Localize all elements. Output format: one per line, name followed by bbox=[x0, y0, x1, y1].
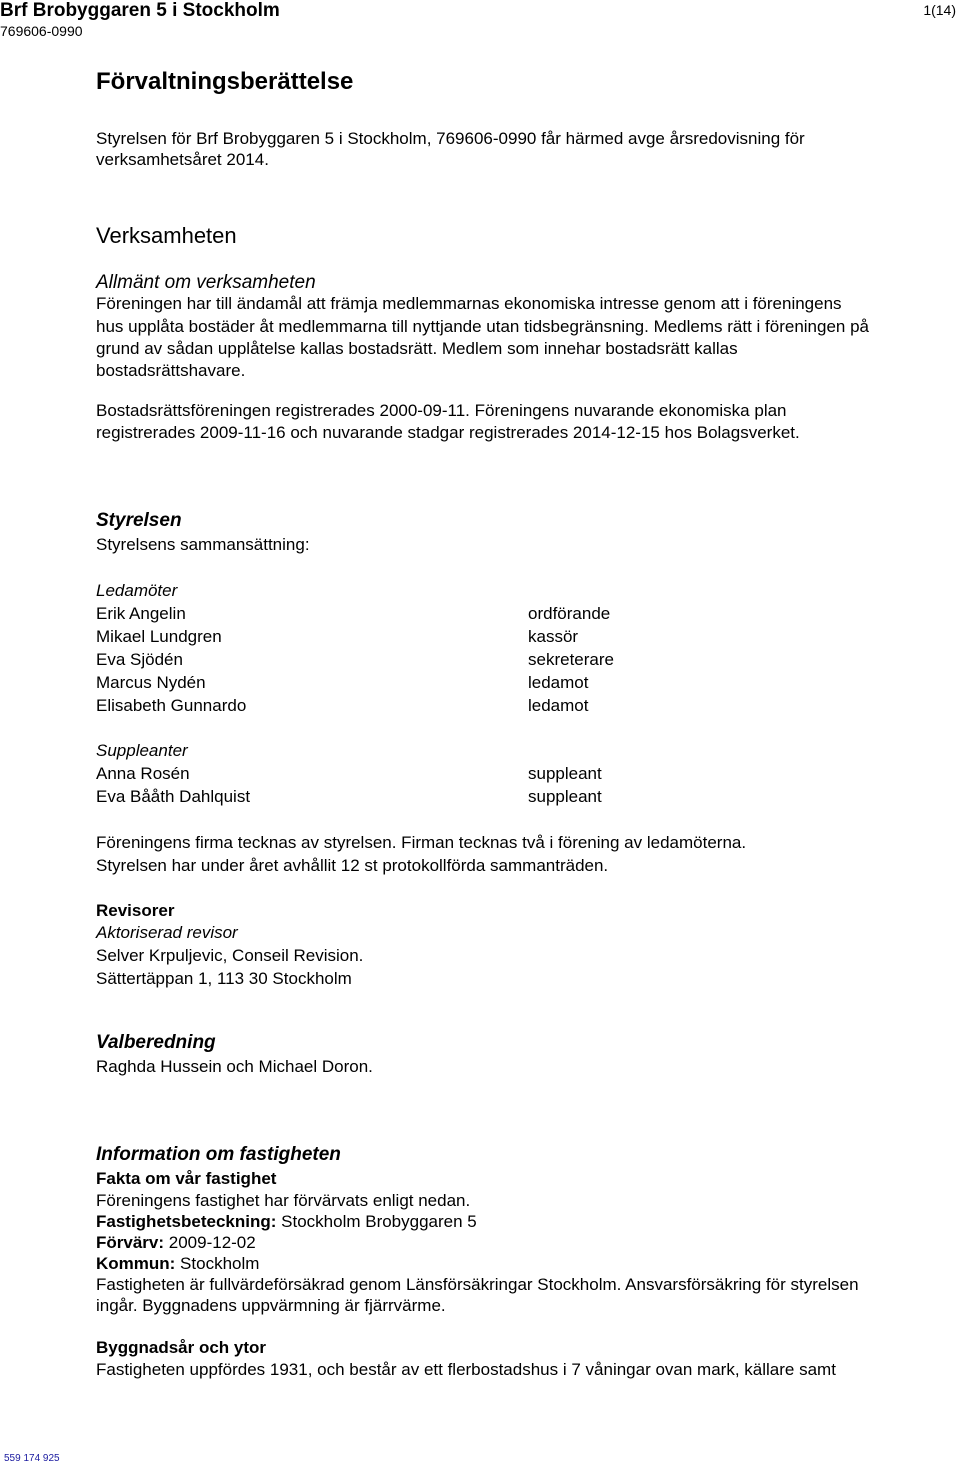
deputy-role: suppleant bbox=[528, 764, 602, 783]
page-number: 1(14) bbox=[923, 2, 956, 18]
member-role: ledamot bbox=[528, 673, 589, 692]
section-heading-verksamheten: Verksamheten bbox=[96, 223, 237, 248]
section-heading-fastighet: Information om fastigheten bbox=[96, 1144, 341, 1165]
suppleanter-label: Suppleanter bbox=[96, 741, 188, 760]
meetings-note: Styrelsen har under året avhållit 12 st protokollförda sammanträden. bbox=[96, 856, 609, 875]
fastighet-subheading: Fakta om vår fastighet bbox=[96, 1169, 277, 1188]
verksamheten-para1-line2: hus upplåta bostäder åt medlemmarna till nyttjande utan tidsbegränsning. Medlems rätt i föreningen på bbox=[96, 317, 870, 336]
subheading-allmant: Allmänt om verksamheten bbox=[96, 272, 316, 293]
revisor-subheading: Aktoriserad revisor bbox=[96, 923, 238, 942]
intro-line-1: Styrelsen för Brf Brobyggaren 5 i Stockholm, 769606-0990 får härmed avge årsredovisning för bbox=[96, 129, 805, 148]
member-name: Marcus Nydén bbox=[96, 673, 206, 692]
styrelsen-intro: Styrelsens sammansättning: bbox=[96, 535, 310, 554]
ledamoter-label: Ledamöter bbox=[96, 581, 178, 600]
page-title: Förvaltningsberättelse bbox=[96, 68, 354, 95]
fastighet-intro: Föreningens fastighet har förvärvats enligt nedan. bbox=[96, 1191, 471, 1210]
fastighetsbeteckning-value: Stockholm Brobyggaren 5 bbox=[276, 1212, 477, 1231]
member-name: Mikael Lundgren bbox=[96, 627, 222, 646]
valberedning-text: Raghda Hussein och Michael Doron. bbox=[96, 1057, 373, 1076]
document-header-title: Brf Brobyggaren 5 i Stockholm bbox=[0, 0, 280, 21]
verksamheten-para1-line1: Föreningen har till ändamål att främja medlemmarnas ekonomiska intresse genom att i föreningens bbox=[96, 294, 842, 313]
byggnadsar-heading: Byggnadsår och ytor bbox=[96, 1338, 267, 1357]
deputy-name: Anna Rosén bbox=[96, 764, 190, 783]
kommun-label: Kommun: bbox=[96, 1254, 176, 1273]
verksamheten-para2-line2: registrerades 2009-11-16 och nuvarande stadgar registrerades 2014-12-15 hos Bolagsverket. bbox=[96, 423, 800, 442]
section-heading-styrelsen: Styrelsen bbox=[96, 510, 182, 531]
verksamheten-para2-line1: Bostadsrättsföreningen registrerades 2000-09-11. Föreningens nuvarande ekonomiska plan bbox=[96, 401, 787, 420]
fastighetsbeteckning-label: Fastighetsbeteckning: bbox=[96, 1212, 277, 1231]
verksamheten-para1-line4: bostadsrättshavare. bbox=[96, 361, 246, 380]
deputy-role: suppleant bbox=[528, 787, 602, 806]
member-role: ledamot bbox=[528, 696, 589, 715]
deputy-name: Eva Bååth Dahlquist bbox=[96, 787, 251, 806]
org-number: 769606-0990 bbox=[0, 23, 83, 39]
insurance-line-2: ingår. Byggnadens uppvärmning är fjärrvärme. bbox=[96, 1296, 446, 1315]
member-role: sekreterare bbox=[528, 650, 614, 669]
member-name: Erik Angelin bbox=[96, 604, 186, 623]
member-role: ordförande bbox=[528, 604, 611, 623]
revisor-address: Sättertäppan 1, 113 30 Stockholm bbox=[96, 969, 352, 988]
member-name: Elisabeth Gunnardo bbox=[96, 696, 247, 715]
member-name: Eva Sjödén bbox=[96, 650, 183, 669]
forvarv-label: Förvärv: bbox=[96, 1233, 165, 1252]
footer-code: 559 174 925 bbox=[4, 1453, 60, 1464]
forvarv-row bbox=[96, 1233, 256, 1253]
kommun-value: Stockholm bbox=[175, 1254, 260, 1273]
section-heading-revisorer: Revisorer bbox=[96, 901, 175, 920]
fastighetsbeteckning-row bbox=[96, 1212, 477, 1232]
forvarv-value: 2009-12-02 bbox=[164, 1233, 256, 1252]
byggnadsar-text: Fastigheten uppfördes 1931, och består av ett flerbostadshus i 7 våningar ovan mark, källare samt bbox=[96, 1360, 836, 1379]
verksamheten-para1-line3: grund av sådan upplåtelse kallas bostadsrätt. Medlem som innehar bostadsrätt kallas bbox=[96, 339, 738, 358]
kommun-row bbox=[96, 1254, 259, 1274]
insurance-line-1: Fastigheten är fullvärdeförsäkrad genom Länsförsäkringar Stockholm. Ansvarsförsäkring för styrelsen bbox=[96, 1275, 859, 1294]
intro-line-2: verksamhetsåret 2014. bbox=[96, 150, 269, 169]
signing-note: Föreningens firma tecknas av styrelsen. Firman tecknas två i förening av ledamöterna. bbox=[96, 833, 747, 852]
revisor-name: Selver Krpuljevic, Conseil Revision. bbox=[96, 946, 364, 965]
member-role: kassör bbox=[528, 627, 579, 646]
section-heading-valberedning: Valberedning bbox=[96, 1032, 216, 1053]
